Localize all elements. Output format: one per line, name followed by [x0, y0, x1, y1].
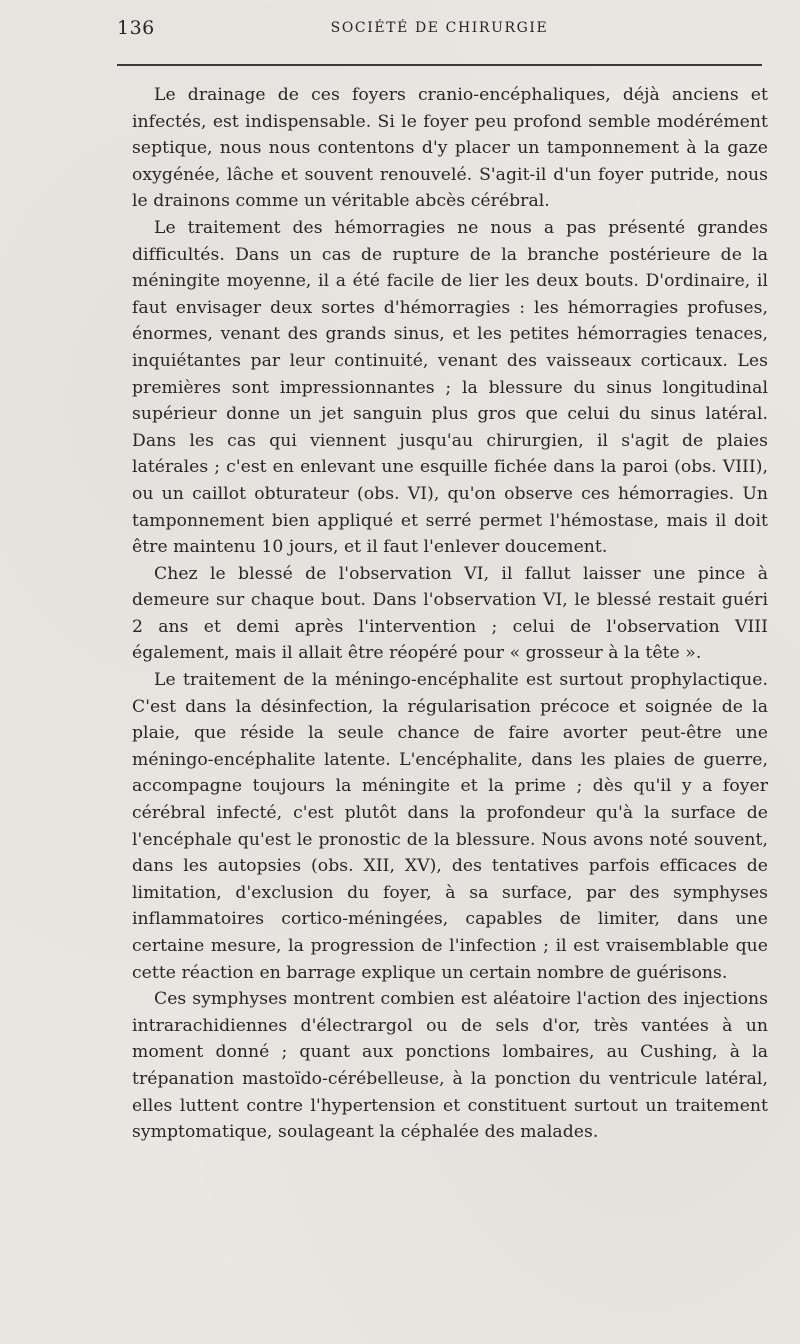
paragraph-hemorrhages: Le traitement des hémorragies ne nous a pas présenté grandes difficultés. Dans un cas de rupture de la branche postérieure de la méningite moyenne, il a été facile de lier les deux bouts. D'ordinaire, il faut envisager deux sortes d'hémorragies : les hémorragies profuses, énormes, venant des grands sinus, et les petites hémorragies tenaces, inquiétantes par leur continuité, venant des vaisseaux corticaux. Les premières sont impressionnantes ; la blessure du sinus longitudinal supérieur donne un jet sanguin plus gros que celui du sinus latéral. Dans les cas qui viennent jusqu'au chirurgien, il s'agit de plaies latérales ; c'est en enlevant une esquille fichée dans la paroi (obs. VIII), ou un caillot obturateur (obs. VI), qu'on observe ces hémorragies. Un tamponnement bien appliqué et serré permet l'hémostase, mais il doit être maintenu 10 jours, et il faut l'enlever doucement.: [132, 217, 768, 558]
paragraph-observation-vi: Chez le blessé de l'observation VI, il fallut laisser une pince à demeure sur chaque bout. Dans l'observation VI, le blessé restait guéri 2 ans et demi après l'intervention ; celui de l'observation VIII également, mais il allait être réopéré pour « grosseur à la tête ».: [132, 563, 768, 664]
page-header: [117, 17, 762, 43]
header-rule: [117, 64, 762, 66]
page-number: 136: [117, 17, 155, 39]
body-text: [132, 82, 768, 1146]
running-head: SOCIÉTÉ DE CHIRURGIE: [330, 20, 549, 36]
paragraph-meningo-encephalitis: Le traitement de la méningo-encéphalite est surtout prophylactique. C'est dans la désinfection, la régularisation précoce et soignée de la plaie, que réside la seule chance de faire avorter peut-être une méningo-encéphalite latente. L'encéphalite, dans les plaies de guerre, accompagne toujours la méningite et la prime ; dès qu'il y a foyer cérébral infecté, c'est plutôt dans la profondeur qu'à la surface de l'encéphale qu'est le pronostic de la blessure. Nous avons noté souvent, dans les autopsies (obs. XII, XV), des tentatives parfois efficaces de limitation, d'exclusion du foyer, à sa surface, par des symphyses inflammatoires cortico-méningées, capables de limiter, dans une certaine mesure, la progression de l'infection ; il est vraisemblable que cette réaction en barrage explique un certain nombre de guérisons.: [132, 670, 768, 983]
paragraph-drainage: Le drainage de ces foyers cranio-encéphaliques, déjà anciens et infectés, est indispensable. Si le foyer peu profond semble modérément septique, nous nous contentons d'y placer un tamponnement à la gaze oxygénée, lâche et souvent renouvelé. S'agit-il d'un foyer putride, nous le drainons comme un véritable abcès cérébral.: [132, 85, 768, 212]
paragraph-symphyses: Ces symphyses montrent combien est aléatoire l'action des injections intrarachidiennes d'électrargol ou de sels d'or, très vantées à un moment donné ; quant aux ponctions lombaires, au Cushing, à la trépanation mastoïdo-cérébelleuse, à la ponction du ventricule latéral, elles luttent contre l'hypertension et constituent surtout un traitement symptomatique, soulageant la céphalée des malades.: [132, 989, 768, 1143]
